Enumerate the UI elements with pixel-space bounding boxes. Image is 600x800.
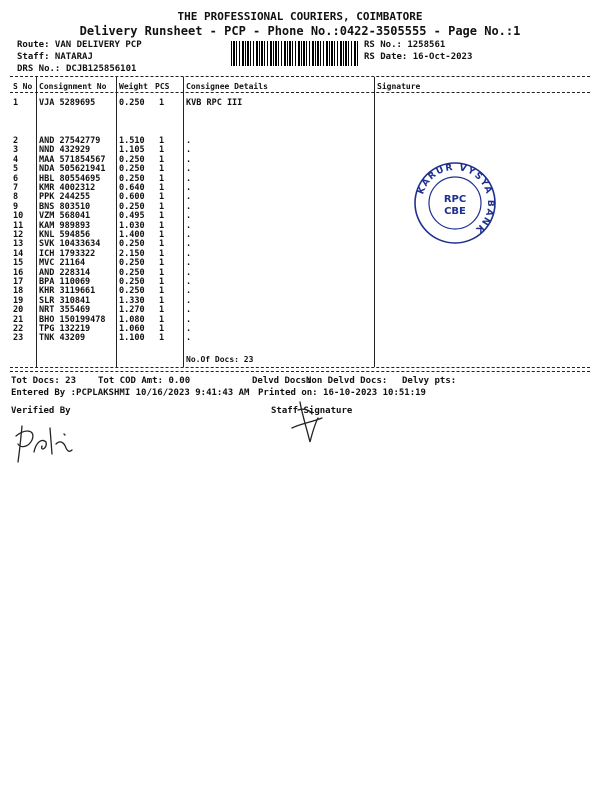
- cell-consignment-no: PPK 244255: [39, 192, 91, 203]
- cell-pcs: 1: [159, 220, 165, 231]
- cell-sno: 15: [13, 258, 24, 269]
- col-header-sno: S No: [13, 82, 33, 91]
- col-header-weight: Weight: [119, 82, 148, 91]
- cell-weight: 0.250: [119, 258, 145, 269]
- staff-signature-label: Staff Signature: [271, 406, 353, 416]
- printed-on: Printed on: 16-10-2023 10:51:19: [258, 388, 426, 398]
- verified-by-label: Verified By: [11, 406, 71, 416]
- cell-weight: 0.640: [119, 183, 145, 193]
- cell-consignee-details: .: [186, 248, 192, 259]
- cell-pcs: 1: [159, 98, 165, 108]
- cell-weight: 0.250: [119, 239, 145, 250]
- cell-sno: 19: [13, 295, 24, 306]
- cell-consignee-details: .: [186, 286, 192, 297]
- cell-sno: 17: [13, 277, 24, 287]
- cell-weight: 0.495: [119, 211, 145, 222]
- cell-weight: 1.105: [119, 145, 145, 156]
- cell-consignee-details: .: [186, 314, 192, 325]
- cell-consignee-details: .: [186, 239, 192, 250]
- cell-pcs: 1: [159, 267, 165, 278]
- cell-pcs: 1: [159, 324, 165, 334]
- cell-consignment-no: TNK 43209: [39, 333, 86, 344]
- cell-sno: 22: [13, 324, 24, 334]
- barcode: [231, 41, 359, 66]
- company-name: THE PROFESSIONAL COURIERS, COIMBATORE: [177, 10, 423, 23]
- cell-consignee-details: .: [186, 164, 192, 175]
- cell-consignment-no: VZM 568041: [39, 211, 91, 222]
- cell-pcs: 1: [159, 201, 165, 212]
- cell-sno: 3: [13, 145, 19, 156]
- cell-consignee-details: .: [186, 211, 192, 222]
- delvd-docs: Delvd Docs:: [252, 376, 312, 386]
- cell-consignee-details: .: [186, 324, 192, 334]
- cell-consignment-no: SVK 10433634: [39, 239, 101, 250]
- stamp-center-bottom: CBE: [444, 206, 466, 217]
- cell-pcs: 1: [159, 211, 165, 222]
- cell-pcs: 1: [159, 333, 165, 344]
- cell-consignee-details: .: [186, 258, 192, 269]
- cell-weight: 0.250: [119, 267, 145, 278]
- cell-consignee-details: .: [186, 230, 192, 240]
- cell-pcs: 1: [159, 136, 165, 146]
- cell-pcs: 1: [159, 286, 165, 297]
- cell-consignment-no: KAM 989893: [39, 220, 91, 231]
- cell-weight: 0.250: [119, 286, 145, 297]
- cell-sno: 21: [13, 314, 24, 325]
- cell-consignee-details: .: [186, 154, 192, 165]
- cell-consignee-details: .: [186, 220, 192, 231]
- rs-date: RS Date: 16-Oct-2023: [364, 52, 473, 62]
- cell-consignee-details: .: [186, 145, 192, 156]
- cell-consignment-no: AND 228314: [39, 267, 91, 278]
- cell-consignee-details: KVB RPC III: [186, 98, 243, 108]
- cell-weight: 1.330: [119, 295, 145, 306]
- col-header-signature: Signature: [377, 82, 421, 91]
- cell-weight: 2.150: [119, 248, 145, 259]
- table-top-rule: [10, 76, 590, 77]
- cell-weight: 0.250: [119, 164, 145, 175]
- cell-sno: 9: [13, 201, 19, 212]
- cell-sno: 10: [13, 211, 24, 222]
- no-of-docs: No.Of Docs: 23: [186, 355, 254, 364]
- cell-consignee-details: .: [186, 183, 192, 193]
- cell-pcs: 1: [159, 192, 165, 203]
- cell-pcs: 1: [159, 154, 165, 165]
- cell-consignee-details: .: [186, 277, 192, 287]
- cell-consignment-no: ICH 1793322: [39, 248, 96, 259]
- tot-cod-amt: Tot COD Amt: 0.00: [98, 376, 191, 386]
- cell-consignment-no: NRT 355469: [39, 305, 91, 316]
- cell-consignment-no: BHO 150199478: [39, 314, 106, 325]
- cell-sno: 7: [13, 183, 19, 193]
- cell-sno: 4: [13, 154, 19, 165]
- cell-consignment-no: VJA 5289695: [39, 98, 96, 108]
- col-header-consignment: Consignment No: [39, 82, 107, 91]
- cell-sno: 16: [13, 267, 24, 278]
- cell-pcs: 1: [159, 239, 165, 250]
- cell-sno: 14: [13, 248, 24, 259]
- col-header-consignee: Consignee Details: [186, 82, 268, 91]
- cell-weight: 1.270: [119, 305, 145, 316]
- cell-pcs: 1: [159, 164, 165, 175]
- stamp-ring-text: KARUR VYSYA BANK: [416, 162, 496, 236]
- cell-sno: 8: [13, 192, 19, 203]
- cell-consignment-no: NDA 505621941: [39, 164, 106, 175]
- bank-stamp: [412, 160, 498, 246]
- col-divider: [36, 77, 37, 367]
- delvy-pts: Delvy pts:: [402, 376, 457, 386]
- cell-sno: 11: [13, 220, 24, 231]
- cell-pcs: 1: [159, 314, 165, 325]
- entered-by: Entered By :PCPLAKSHMI 10/16/2023 9:41:43 AM: [11, 388, 250, 398]
- cell-sno: 12: [13, 230, 24, 240]
- cell-weight: 1.080: [119, 314, 145, 325]
- cell-consignment-no: TPG 132219: [39, 324, 91, 334]
- cell-weight: 1.100: [119, 333, 145, 344]
- cell-consignment-no: KNL 594856: [39, 230, 91, 240]
- cell-consignment-no: MVC 21164: [39, 258, 86, 269]
- cell-sno: 23: [13, 333, 24, 344]
- stamp-center-top: RPC: [443, 194, 467, 205]
- cell-pcs: 1: [159, 248, 165, 259]
- table-bottom-rule: [10, 367, 590, 368]
- cell-weight: 0.250: [119, 277, 145, 287]
- cell-consignment-no: BNS 803510: [39, 201, 91, 212]
- rs-number: RS No.: 1258561: [364, 40, 446, 50]
- cell-pcs: 1: [159, 145, 165, 156]
- route-label: Route: VAN DELIVERY PCP: [17, 40, 142, 50]
- cell-consignment-no: SLR 310841: [39, 295, 91, 306]
- drs-number: DCJB125856101: [66, 64, 137, 74]
- cell-sno: 5: [13, 164, 19, 175]
- runsheet-title: Delivery Runsheet - PCP - Phone No.:0422-3505555 - Page No.:1: [79, 24, 521, 38]
- cell-consignment-no: AND 27542779: [39, 136, 101, 146]
- cell-consignment-no: KMR 4002312: [39, 183, 96, 193]
- cell-weight: 0.250: [119, 98, 145, 108]
- cell-consignee-details: .: [186, 267, 192, 278]
- cell-sno: 18: [13, 286, 24, 297]
- cell-weight: 0.250: [119, 173, 145, 184]
- drs-label: DRS No.:: [17, 64, 61, 74]
- cell-consignment-no: NND 432929: [39, 145, 91, 156]
- cell-consignee-details: .: [186, 136, 192, 146]
- cell-sno: 6: [13, 173, 19, 184]
- col-divider: [183, 77, 184, 367]
- table-header-rule: [10, 92, 590, 93]
- cell-pcs: 1: [159, 173, 165, 184]
- cell-pcs: 1: [159, 277, 165, 287]
- cell-consignee-details: .: [186, 173, 192, 184]
- cell-weight: 1.030: [119, 220, 145, 231]
- cell-weight: 1.510: [119, 136, 145, 146]
- cell-consignee-details: .: [186, 333, 192, 344]
- staff-label: Staff: NATARAJ: [17, 52, 93, 62]
- cell-consignment-no: KHR 3119661: [39, 286, 96, 297]
- cell-weight: 0.600: [119, 192, 145, 203]
- cell-consignment-no: HBL 80554695: [39, 173, 101, 184]
- cell-consignee-details: .: [186, 305, 192, 316]
- col-divider: [116, 77, 117, 367]
- cell-sno: 13: [13, 239, 24, 250]
- staff-signature: [282, 398, 332, 450]
- cell-pcs: 1: [159, 305, 165, 316]
- cell-pcs: 1: [159, 295, 165, 306]
- col-divider: [374, 77, 375, 367]
- cell-sno: 2: [13, 136, 19, 146]
- col-header-pcs: PCS: [155, 82, 170, 91]
- cell-consignment-no: MAA 571854567: [39, 154, 106, 165]
- cell-consignment-no: BPA 110069: [39, 277, 91, 287]
- cell-sno: 1: [13, 98, 19, 108]
- cell-sno: 20: [13, 305, 24, 316]
- cell-weight: 0.250: [119, 154, 145, 165]
- cell-weight: 1.400: [119, 230, 145, 240]
- cell-consignee-details: .: [186, 295, 192, 306]
- cell-pcs: 1: [159, 230, 165, 240]
- cell-weight: 0.250: [119, 201, 145, 212]
- cell-consignee-details: .: [186, 192, 192, 203]
- cell-pcs: 1: [159, 183, 165, 193]
- cell-weight: 1.060: [119, 324, 145, 334]
- tot-docs: Tot Docs: 23: [11, 376, 77, 386]
- cell-consignee-details: .: [186, 201, 192, 212]
- table-bottom-rule-2: [10, 371, 590, 372]
- cell-pcs: 1: [159, 258, 165, 269]
- verifier-signature: [12, 418, 76, 466]
- non-delvd-docs: Non Delvd Docs:: [306, 376, 388, 386]
